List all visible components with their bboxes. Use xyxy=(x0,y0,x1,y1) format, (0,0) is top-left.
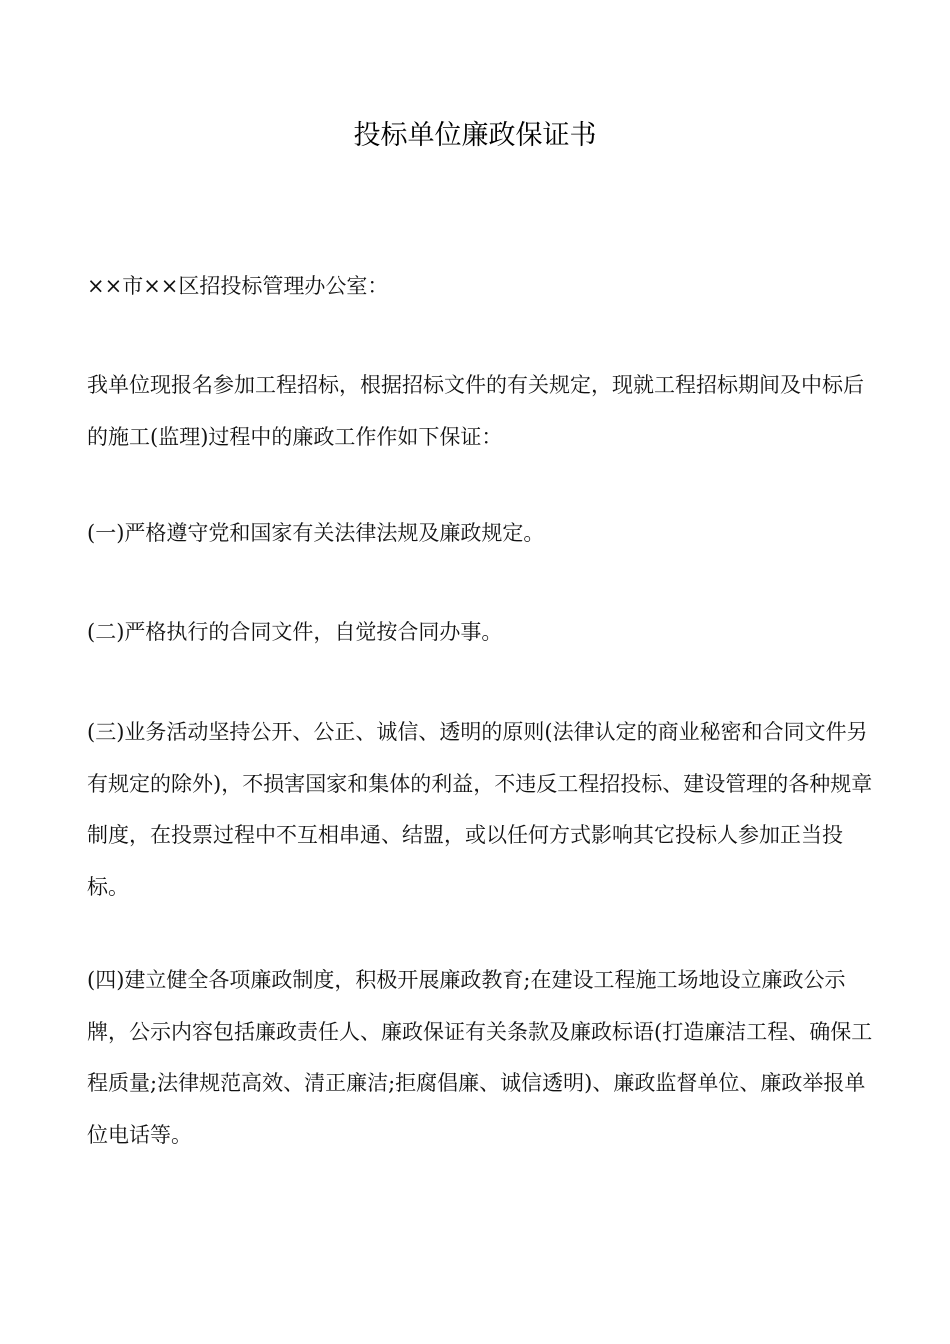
intro-paragraph: 我单位现报名参加工程招标，根据招标文件的有关规定，现就工程招标期间及中标后的施工(监理)过程中的廉政工作作如下保证： xyxy=(87,373,864,449)
document-title: 投标单位廉政保证书 xyxy=(353,120,597,151)
clause-one-paragraph: (一)严格遵守党和国家有关法律法规及廉政规定。 xyxy=(87,521,545,545)
clause-two-paragraph: (二)严格执行的合同文件，自觉按合同办事。 xyxy=(87,620,503,644)
clause-four-paragraph: (四)建立健全各项廉政制度，积极开展廉政教育;在建设工程施工场地设立廉政公示牌，公示内容包括廉政责任人、廉政保证有关条款及廉政标语(打造廉洁工程、确保工程质量;法律规范高效、清正廉洁;拒腐倡廉、诚信透明)、廉政监督单位、廉政举报单位电话等。 xyxy=(87,968,873,1148)
clause-three-paragraph: (三)业务活动坚持公开、公正、诚信、透明的原则(法律认定的商业秘密和合同文件另有规定的除外)，不损害国家和集体的利益，不违反工程招投标、建设管理的各种规章制度，在投票过程中不互相串通、结盟，或以任何方式影响其它投标人参加正当投标。 xyxy=(87,720,873,900)
addressee-line: ××市××区招投标管理办公室： xyxy=(87,274,389,298)
